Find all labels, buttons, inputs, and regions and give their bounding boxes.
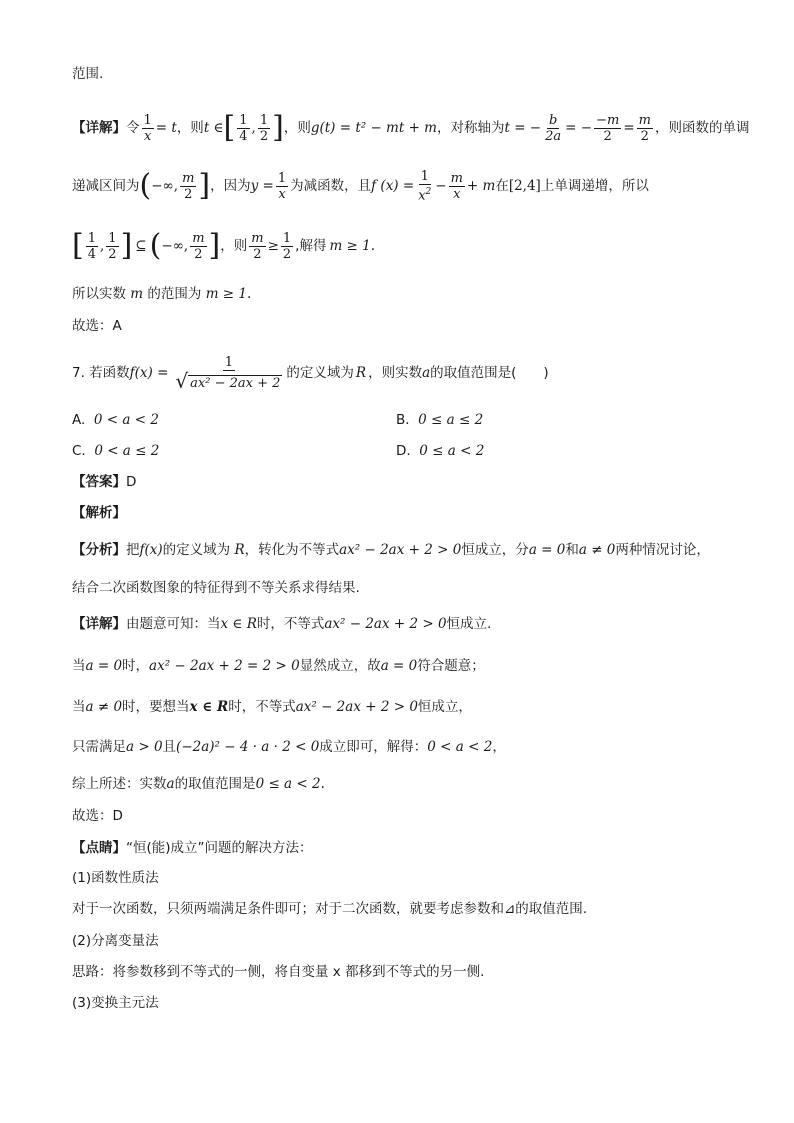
fraction-m-2: $\frac{m}{2}$ [182, 170, 195, 202]
question-7: 7. 若函数 f(x) = 1 √ ax² − 2ax + 2 的定义域为 R ，则实数 a 的取值范围是( ) [72, 355, 549, 393]
fraction-1-over-sqrt: 1 √ ax² − 2ax + 2 [175, 355, 281, 393]
answer-line: 【答案】D [72, 474, 137, 490]
text: ，则 [220, 238, 248, 254]
fraction-m-2: $\frac{m}{2}$ [251, 230, 264, 262]
method-1: (1)函数性质法 [72, 870, 159, 886]
bracket-right: ] [120, 228, 133, 263]
method-3: (3)变换主元法 [72, 995, 159, 1011]
detail-line-2: 递减区间为 ( −∞, $\frac{m}{2}$ ] ，因为 y = $\frac{1}{x}$ 为减函数，且 f (x) = $\frac{1}{x^2}$ − $\frac{m}{x}$ + m 在 [2,4] 上单调递增，所以 [72, 168, 649, 204]
text: ,解得 [295, 238, 327, 254]
text: ，则 [176, 120, 204, 136]
text-line: 所以实数 m 的范围为 m ≥ 1. [72, 286, 252, 302]
text: ，对称轴为 [436, 120, 505, 136]
detail-2-line-1: 【详解】由题意可知：当x ∈ R时，不等式ax² − 2ax + 2 > 0恒成立. [72, 616, 492, 632]
text: 范围. [72, 66, 104, 82]
bracket-right: ] [208, 228, 221, 263]
detail-2-line-3: 当a ≠ 0时，要想当x ∈ R时，不等式ax² − 2ax + 2 > 0恒成立， [72, 699, 472, 715]
math: t = − [504, 120, 542, 136]
text: 为减函数，且 [290, 178, 372, 194]
bracket-right: ] [198, 168, 211, 203]
section-tag-detail: 【详解】 [72, 120, 126, 136]
fraction-1-4: $\frac{1}{4}$ [239, 112, 248, 144]
option-a[interactable]: A. 0 < a < 2 [72, 412, 159, 428]
text-line: 故选：A [72, 318, 122, 334]
paren-left: ( [149, 228, 162, 263]
math: = t [155, 120, 177, 136]
fraction-b-2a: $\frac{b}{2a}$ [545, 112, 562, 144]
math: g(t) = t² − mt + m [310, 120, 437, 136]
fraction-1-over-x: $\frac{1}{x}$ [143, 112, 152, 144]
option-d[interactable]: D. 0 ≤ a < 2 [396, 443, 485, 459]
text: ，则函数的单调 [654, 120, 750, 136]
text: ，因为 [210, 178, 251, 194]
detail-line-1: 【详解】 令 $\frac{1}{x}$ = t ，则 t ∈ [ $\frac{1}{4}$ , $\frac{1}{2}$ ] ，则 g(t) = t² − mt + m ，对称轴为 t = − $\frac{b}{2a}$ = − $\frac{-m}{2}$ = $\frac{m}{2}$ ，则函数的单调 [72, 110, 750, 145]
method-2-desc: 思路：将参数移到不等式的一侧，将自变量 x 都移到不等式的另一侧. [72, 964, 485, 980]
interval: [2,4] [508, 178, 541, 194]
text-line: 故选：D [72, 808, 123, 824]
bracket-left: [ [223, 110, 236, 145]
text-line-range [72, 64, 103, 84]
tip-line: 【点睛】“恒(能)成立”问题的解决方法： [72, 840, 313, 856]
method-2: (2)分离变量法 [72, 933, 159, 949]
detail-2-line-2: 当a = 0时，ax² − 2ax + 2 = 2 > 0显然成立，故a = 0符合题意； [72, 658, 485, 674]
fraction-1-over-x: $\frac{1}{x}$ [277, 170, 287, 202]
method-1-desc: 对于一次函数，只须两端满足条件即可；对于二次函数，就要考虑参数和⊿的取值范围. [72, 901, 588, 917]
text: 令 [126, 120, 140, 136]
detail-2-line-5: 综上所述：实数a的取值范围是0 ≤ a < 2. [72, 776, 325, 792]
fraction-m-2: $\frac{m}{2}$ [192, 230, 205, 262]
text: 在 [495, 178, 509, 194]
option-c[interactable]: C. 0 < a ≤ 2 [72, 443, 160, 459]
fraction-1-4: $\frac{1}{4}$ [87, 230, 96, 262]
fraction-1-2: $\frac{1}{2}$ [108, 230, 117, 262]
bracket-right: ] [272, 110, 284, 145]
text: 递减区间为 [72, 178, 140, 194]
fraction-m-2: $\frac{m}{2}$ [638, 112, 651, 144]
bracket-left: [ [72, 228, 84, 263]
fraction-negm-2: $\frac{-m}{2}$ [596, 112, 620, 144]
option-b[interactable]: B. 0 ≤ a ≤ 2 [396, 412, 484, 428]
detail-2-line-4: 只需满足a > 0且(−2a)² − 4 · a · 2 < 0成立即可，解得：0 < a < 2， [72, 739, 506, 755]
analysis-line-1: 【分析】把f(x)的定义域为 R，转化为不等式ax² − 2ax + 2 > 0恒成立，分a = 0和a ≠ 0两种情况讨论， [72, 542, 710, 558]
text: 上单调递增，所以 [540, 178, 649, 194]
paren-left: ( [139, 168, 152, 203]
detail-line-3: [ $\frac{1}{4}$ , $\frac{1}{2}$ ] ⊆ ( −∞, $\frac{m}{2}$ ] ，则 $\frac{m}{2}$ ≥ $\frac{1}{2}$ ,解得 m ≥ 1. [72, 228, 376, 263]
fraction-m-over-x: $\frac{m}{x}$ [450, 170, 463, 202]
fraction-1-over-x2: $\frac{1}{x^2}$ [418, 168, 432, 204]
analysis-tag: 【解析】 [72, 505, 126, 521]
fraction-1-2: $\frac{1}{2}$ [259, 112, 269, 144]
fraction-1-2: $\frac{1}{2}$ [282, 230, 292, 262]
math: t ∈ [203, 120, 224, 136]
text: ，则 [283, 120, 311, 136]
analysis-line-2: 结合二次函数图象的特征得到不等关系求得结果. [72, 580, 360, 596]
